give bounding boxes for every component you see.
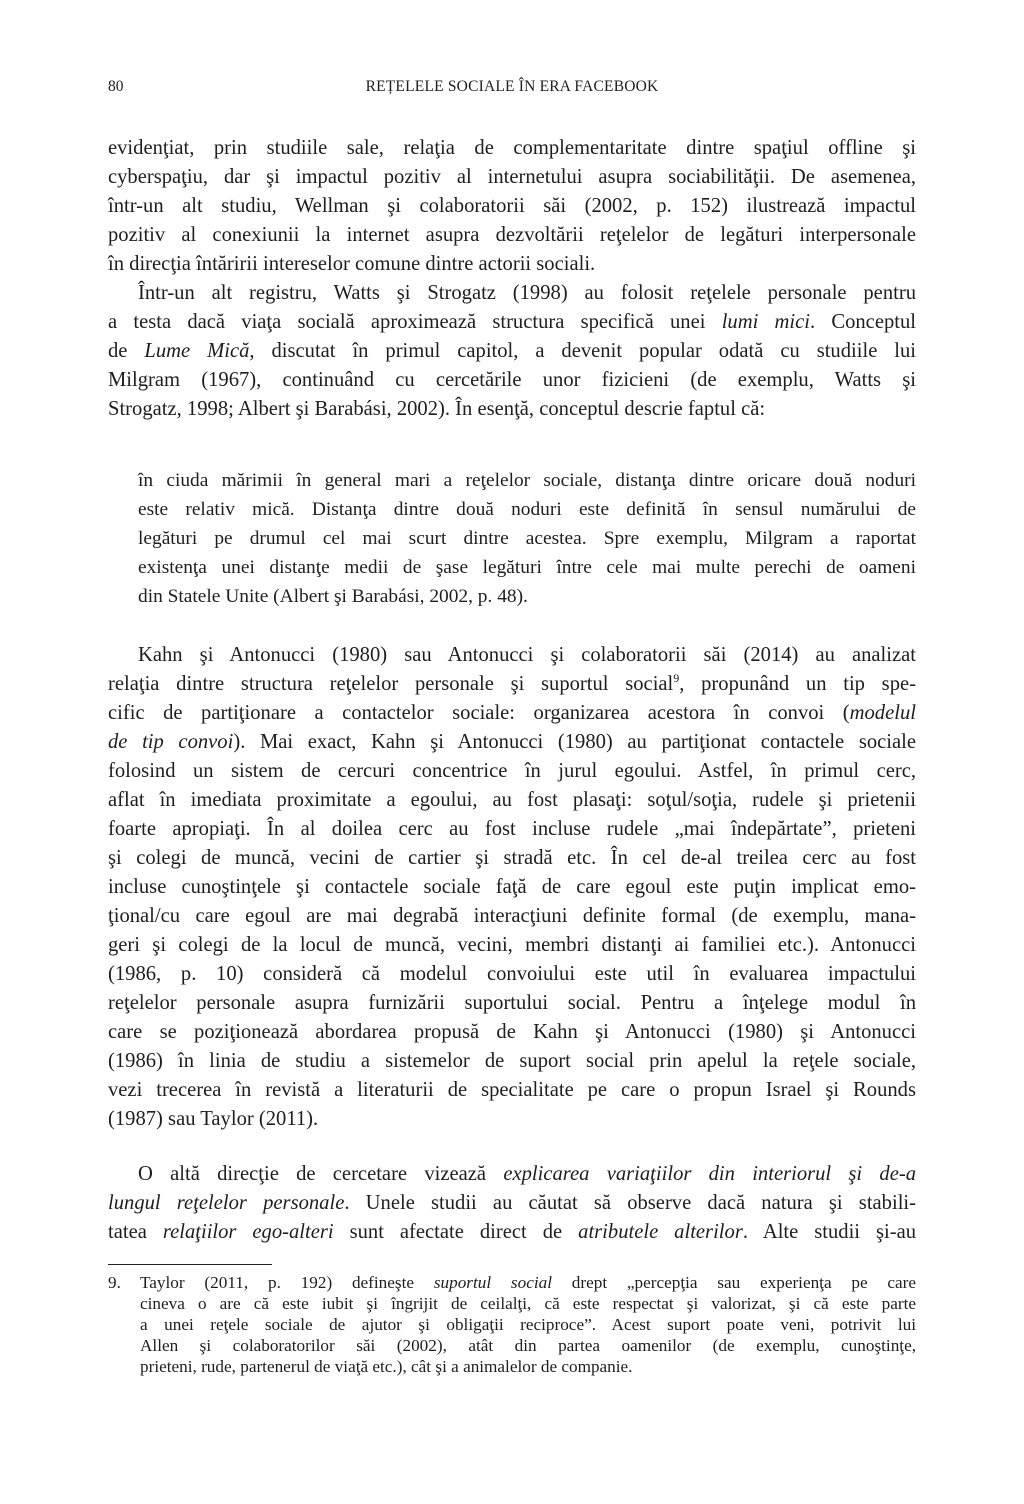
text-line: geri şi colegi de la locul de muncă, vecini, membri distanţi ai familiei etc.). Antonucci: [108, 934, 916, 956]
italic-term: lumi mici: [721, 311, 810, 333]
running-title: REȚELELE SOCIALE ÎN ERA FACEBOOK: [365, 78, 659, 95]
footnote-line: Taylor (2011, p. 192) defineşte suportul social drept „percepţia sau experienţa pe care: [140, 1273, 917, 1292]
text-line: evidenţiat, prin studiile sale, relaţia de complementaritate dintre spaţiul offline şi: [108, 137, 916, 159]
paragraph-1: [108, 134, 916, 279]
text-line: Strogatz, 1998; Albert şi Barabási, 2002). În esenţă, conceptul descrie faptul că:: [108, 398, 766, 420]
quote-line: legături pe drumul cel mai scurt dintre acestea. Spre exemplu, Milgram a raportat: [138, 528, 916, 549]
text-line: aflat în imediata proximitate a egoului, au fost plasaţi: soţul/soţia, rudele şi prietenii: [108, 789, 916, 811]
text-line: Kahn şi Antonucci (1980) sau Antonucci şi colaboratorii săi (2014) au analizat: [138, 644, 916, 666]
italic-term: explicarea variaţiilor din interiorul şi de-a: [503, 1163, 916, 1185]
text-line: şi colegi de muncă, vecini de cartier şi stradă etc. În cel de-al treilea cerc au fost: [108, 847, 916, 869]
text-line: foarte apropiaţi. În al doilea cerc au fost incluse rudele „mai îndepărtate”, prieteni: [108, 818, 916, 840]
text-line: de tip convoi). Mai exact, Kahn şi Antonucci (1980) au partiţionat contactele sociale: [108, 731, 917, 753]
text-line: de Lume Mică, discutat în primul capitol, a devenit popular odată cu studiile lui: [108, 340, 916, 362]
text-line: folosind un sistem de cercuri concentrice în jurul egoului. Astfel, în primul cerc,: [108, 760, 916, 782]
text-line: (1986, p. 10) consideră că modelul convoiului este util în evaluarea impactului: [108, 963, 916, 985]
text-line: Într-un alt registru, Watts şi Strogatz (1998) au folosit reţelele personale pentru: [138, 282, 916, 304]
italic-term: relaţiilor ego-alteri: [162, 1221, 334, 1243]
italic-term: suportul social: [433, 1273, 552, 1292]
text-line: cyberspaţiu, dar şi impactul pozitiv al internetului asupra sociabilităţii. De asemenea,: [108, 166, 916, 188]
quote-line: din Statele Unite (Albert şi Barabási, 2002, p. 48).: [138, 586, 528, 607]
italic-term: modelul: [849, 702, 916, 724]
block-quote: [138, 466, 916, 611]
text-line: tatea relaţiilor ego-alteri sunt afectate direct de atributele alterilor. Alte studii şi-au: [108, 1221, 917, 1243]
text-line: reţelelor personale asupra furnizării suportului social. Pentru a înţelege modul în: [108, 992, 916, 1014]
text-line: pozitiv al conexiunii la internet asupra dezvoltării reţelelor de legături interpersonale: [108, 224, 916, 246]
footnote-9: [108, 1272, 916, 1377]
quote-line: în ciuda mărimii în general mari a reţelelor sociale, distanţa dintre oricare două noduri: [138, 470, 916, 491]
footnote-number: 9.: [108, 1273, 121, 1292]
italic-term: lungul reţelelor personale: [108, 1192, 345, 1214]
text-line: vezi trecerea în revistă a literaturii de specialitate pe care o propun Israel şi Rounds: [108, 1079, 916, 1101]
text-line: într-un alt studiu, Wellman şi colaboratorii săi (2002, p. 152) ilustrează impactul: [108, 195, 916, 217]
quote-line: existenţa unei distanţe medii de şase legături între cele mai multe perechi de oameni: [138, 557, 916, 578]
text-line: lungul reţelelor personale. Unele studii au căutat să observe dacă natura şi stabili-: [108, 1192, 917, 1214]
footnote-line: Allen şi colaboratorilor săi (2002), atât din partea oamenilor (de exemplu, cunoştinţe,: [140, 1336, 916, 1355]
text-line: incluse cunoştinţele şi contactele sociale faţă de care egoul este puţin implicat emo-: [108, 876, 916, 898]
italic-term: atributele alterilor: [578, 1221, 743, 1243]
footnote-line: cineva o are că este iubit şi îngrijit de ceilalţi, că este respectat şi valorizat, şi că este parte: [140, 1294, 916, 1313]
page-number: 80: [108, 78, 124, 95]
footnote-line: prieteni, rude, partenerul de viaţă etc.), cât şi a animalelor de companie.: [140, 1357, 633, 1376]
italic-term: Lume Mică: [144, 340, 250, 362]
footnote-divider: [108, 1264, 272, 1265]
page-header: [108, 78, 916, 102]
text-line: care se poziţionează abordarea propusă de Kahn şi Antonucci (1980) şi Antonucci: [108, 1021, 916, 1043]
text-line: O altă direcţie de cercetare vizează explicarea variaţiilor din interiorul şi de-a: [138, 1163, 916, 1185]
text-line: cific de partiţionare a contactelor sociale: organizarea acestora în convoi (modelul: [108, 702, 916, 724]
paragraph-3: [108, 641, 916, 1134]
quote-line: este relativ mică. Distanţa dintre două noduri este definită în sensul numărului de: [138, 499, 916, 520]
text-line: Milgram (1967), continuând cu cercetările unor fizicieni (de exemplu, Watts şi: [108, 369, 916, 391]
text-line: în direcţia întăririi intereselor comune dintre actorii sociali.: [108, 253, 596, 275]
paragraph-4: [108, 1160, 916, 1247]
footnote-reference[interactable]: 9: [673, 671, 680, 685]
text-line: a testa dacă viaţa socială aproximează structura specifică unei lumi mici. Conceptul: [108, 311, 917, 333]
text-line: ţional/cu care egoul are mai degrabă interacţiuni definite formal (de exemplu, mana-: [108, 905, 916, 927]
paragraph-2: [108, 279, 916, 424]
footnote-line: a unei reţele sociale de ajutor şi obligaţii reciproce”. Acest suport poate veni, potrivit lui: [140, 1315, 916, 1334]
text-line: relaţia dintre structura reţelelor personale şi suportul social$^9$, propunând un tip spe-: [108, 671, 916, 695]
italic-term: de tip convoi: [108, 731, 234, 753]
text-line: (1987) sau Taylor (2011).: [108, 1108, 319, 1130]
text-line: (1986) în linia de studiu a sistemelor de suport social prin apelul la reţele sociale,: [108, 1050, 916, 1072]
